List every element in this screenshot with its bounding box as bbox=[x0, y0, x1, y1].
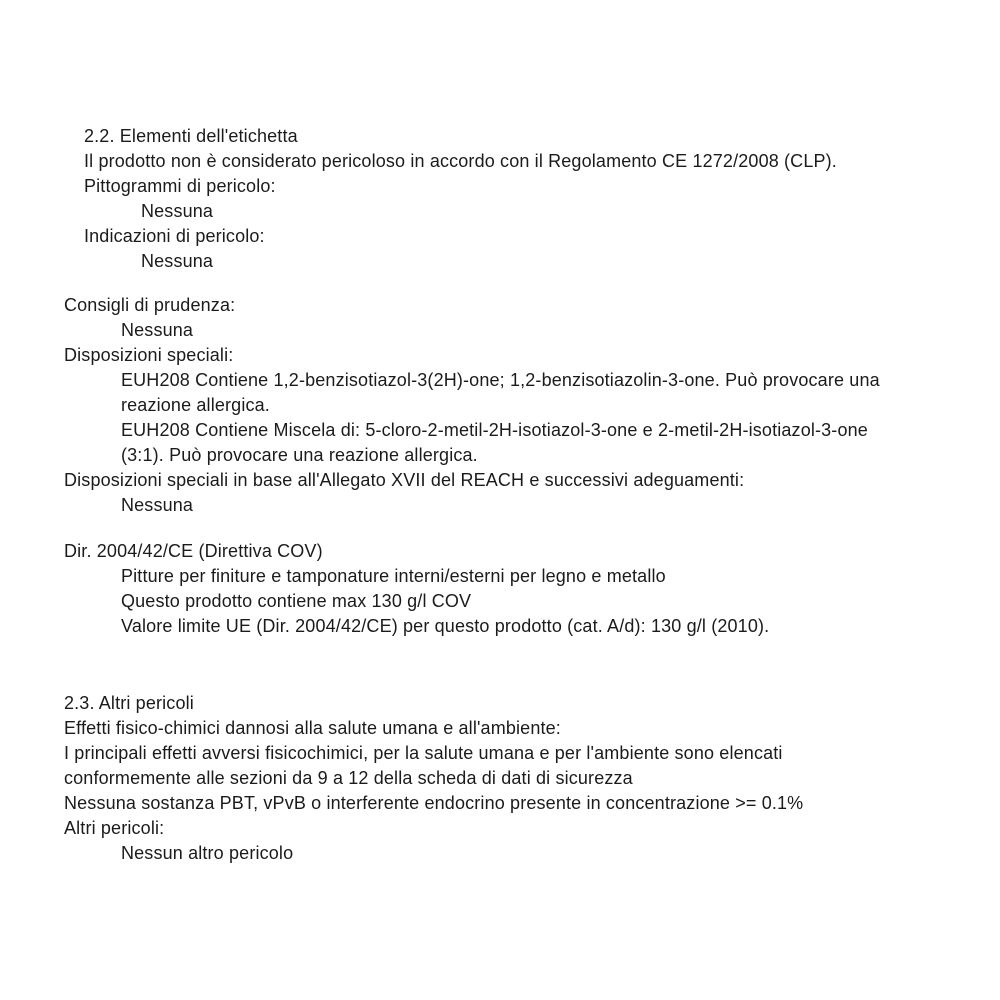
text-line: (3:1). Può provocare una reazione allergica. bbox=[121, 445, 478, 465]
field-value: Nessuna bbox=[141, 251, 214, 271]
field-label: Disposizioni speciali: bbox=[64, 345, 234, 365]
section-consigli-disposizioni bbox=[0, 293, 1000, 518]
section-gap bbox=[0, 274, 1000, 293]
section-gap bbox=[0, 639, 1000, 691]
field-value: Nessuna bbox=[141, 201, 214, 221]
field-label: Altri pericoli: bbox=[64, 818, 165, 838]
section-heading: 2.3. Altri pericoli bbox=[64, 693, 194, 713]
field-value: Nessuna bbox=[121, 495, 194, 515]
text-line: I principali effetti avversi fisicochimici, per la salute umana e per l'ambiente sono elencati bbox=[64, 743, 783, 763]
field-label: Disposizioni speciali in base all'Allegato XVII del REACH e successivi adeguamenti: bbox=[64, 470, 745, 490]
field-label: Consigli di prudenza: bbox=[64, 295, 236, 315]
text-line: EUH208 Contiene Miscela di: 5-cloro-2-metil-2H-isotiazol-3-one e 2-metil-2H-isotiazol-3-one bbox=[121, 420, 868, 440]
text-line: reazione allergica. bbox=[121, 395, 270, 415]
text-line: Valore limite UE (Dir. 2004/42/CE) per questo prodotto (cat. A/d): 130 g/l (2010). bbox=[121, 616, 770, 636]
document-body bbox=[0, 124, 1000, 866]
field-value: Nessuna bbox=[121, 320, 194, 340]
text-line: Effetti fisico-chimici dannosi alla salute umana e all'ambiente: bbox=[64, 718, 561, 738]
section-elementi-etichetta bbox=[0, 124, 1000, 274]
field-label: Dir. 2004/42/CE (Direttiva COV) bbox=[64, 541, 323, 561]
field-value: Nessun altro pericolo bbox=[121, 843, 294, 863]
field-label: Pittogrammi di pericolo: bbox=[84, 176, 276, 196]
section-heading: 2.2. Elementi dell'etichetta bbox=[84, 126, 298, 146]
text-line: Il prodotto non è considerato pericoloso in accordo con il Regolamento CE 1272/2008 (CLP). bbox=[84, 151, 837, 171]
section-altri-pericoli bbox=[0, 691, 1000, 866]
text-line: Pitture per finiture e tamponature interni/esterni per legno e metallo bbox=[121, 566, 666, 586]
section-direttiva-cov bbox=[0, 539, 1000, 639]
text-line: Questo prodotto contiene max 130 g/l COV bbox=[121, 591, 472, 611]
text-line: Nessuna sostanza PBT, vPvB o interferente endocrino presente in concentrazione >= 0.1% bbox=[64, 793, 804, 813]
text-line: EUH208 Contiene 1,2-benzisotiazol-3(2H)-one; 1,2-benzisotiazolin-3-one. Può provocare una bbox=[121, 370, 880, 390]
field-label: Indicazioni di pericolo: bbox=[84, 226, 265, 246]
section-gap bbox=[0, 518, 1000, 539]
text-line: conformemente alle sezioni da 9 a 12 della scheda di dati di sicurezza bbox=[64, 768, 633, 788]
